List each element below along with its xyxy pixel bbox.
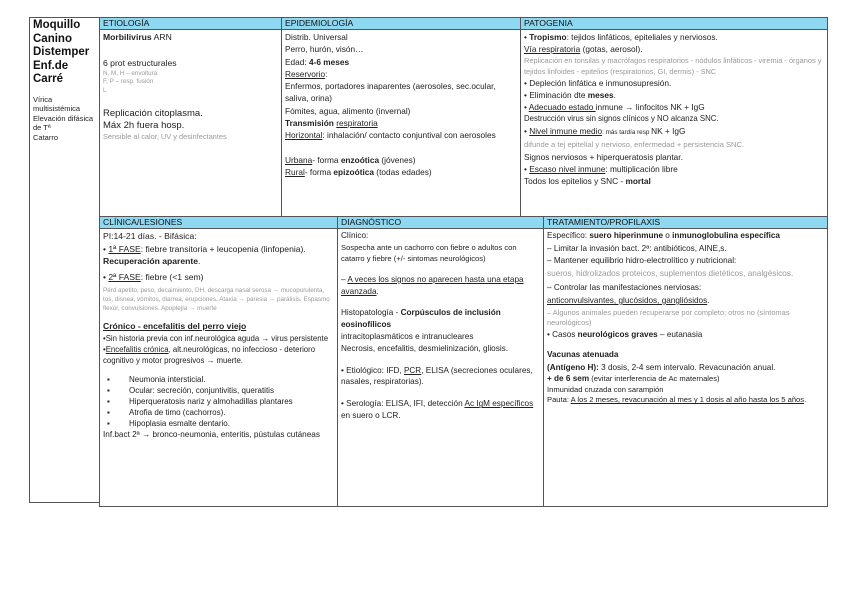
chronic-1: •Sin historia previa con inf.neurológica aguda → virus persistente [103, 333, 329, 343]
tropism-text: : tejidos linfáticos, epiteliales y nerviosos. [566, 32, 718, 42]
phase1-label: 1ª FASE [108, 243, 141, 254]
title-line: Carré [33, 73, 64, 85]
immunoglobulin: inmunoglobulina específica [672, 231, 780, 240]
samples: (secreciones oculares, nasales, respiratorias). [341, 365, 533, 387]
protein-item: N, M, H – envoltura [103, 69, 158, 77]
route: Vía respiratoria [524, 44, 581, 54]
section-header: TRATAMIENTO/PROFILAXIS [544, 217, 827, 229]
section-header: DIAGNÓSTICO [338, 217, 543, 229]
adequate-text: inmune → linfocitos NK + IgG [595, 102, 705, 112]
age-value: 4-6 meses [309, 56, 350, 67]
transmission-route: respiratoria [336, 118, 378, 129]
text: (jóvenes) [379, 154, 416, 165]
histopathology-label: Histopatología - [341, 308, 401, 318]
suspicion: Sospecha ante un cachorro con fiebre o adultos con catarro y fiebre (+/- sintomas neurológicos) [341, 242, 517, 263]
incubation: PI:14-21 días. - Bifásica: [103, 231, 197, 241]
survival: Máx 2h fuera hosp. [103, 120, 185, 131]
serology: • Serología: ELISA, IFI, detección [341, 399, 465, 409]
all-epithelia: Todos los epitelios y SNC - [524, 176, 626, 186]
enzootic: enzoótica [340, 154, 380, 165]
distribution: Distrib. Universal [285, 32, 348, 42]
phase1-recovery: Recuperación aparente [103, 256, 199, 267]
sensitivity: Sensible al calor, UV y desinfectantes [103, 132, 227, 142]
list-item: ▪ Ocular: secreción, conjuntivitis, queratitis [107, 385, 274, 395]
section-header: PATOGENIA [521, 18, 827, 30]
serum: suero hiperinmune [589, 231, 664, 240]
protein-item: L [103, 87, 107, 94]
reservoir-text: Enfermos, portadores inaparentes (aerosoles, sec.ocular, saliva, orina) [285, 81, 496, 104]
text: - forma [312, 154, 341, 165]
item-text: Ocular: secreción, conjuntivitis, queratitis [129, 385, 274, 395]
section-header: ETIOLOGÍA [100, 18, 281, 30]
adequate-immune: Adecuado estado [528, 102, 596, 112]
tropism-label: Tropismo [529, 32, 567, 42]
signs: Signos nerviosos + hiperqueratosis plantar. [524, 152, 683, 162]
severe-cases: • Casos [547, 329, 578, 339]
urban-label: Urbana [285, 154, 313, 165]
horizontal-text: : inhalación/ contacto conjuntival con aerosoles [322, 130, 496, 141]
igm: Ac IgM específicos [464, 399, 534, 409]
list-item: ▪ Hipoplasia esmalte dentario. [107, 418, 230, 428]
medium-text: NK + IgG [651, 126, 686, 136]
phase1-text: : fiebre transitoria + leucopenia (linfopenia). [140, 243, 306, 254]
section-header: CLÍNICA/LESIONES [100, 217, 337, 229]
title-line: Canino [33, 32, 72, 45]
late-signs: A veces los signos no aparecen hasta una etapa avanzada [341, 274, 524, 296]
depletion: • Depleción linfática e inmunosupresión. [524, 78, 672, 88]
inclusion-bodies: Corpúsculos de inclusión eosinofílicos [341, 308, 501, 330]
hosts: Perro, hurón, visón… [285, 44, 364, 55]
item-text: Atrofia de timo (cachorros). [129, 407, 226, 417]
or: o [663, 231, 673, 240]
medium-immune: Nivel inmune medio [529, 126, 603, 136]
section-header: EPIDEMIOLOGÍA [282, 18, 520, 30]
mortal: mortal [625, 176, 651, 186]
secondary-infection: Inf.bact 2ª → bronco-neumonia, enteritis, pústulas cutáneas [103, 429, 320, 439]
doses: 3 dosis, 2-4 sem intervalo. Revacunación anual. [598, 362, 776, 372]
genus-type: ARN [151, 32, 172, 42]
serology-samples: en suero o LCR. [341, 410, 401, 420]
proteins: 6 prot estructurales [103, 58, 177, 69]
age: + de 6 sem [547, 374, 590, 384]
fomites: Fómites, agua, alimento (invernal) [285, 105, 411, 116]
reservoir-label: Reservorio [285, 68, 326, 79]
severe-neuro: neurológicos graves [577, 329, 658, 339]
epidemiologia-cell [281, 17, 521, 217]
disease-name [33, 19, 96, 87]
antigen: (Antígeno H): [547, 362, 599, 372]
elimination: • Eliminación dte [524, 90, 588, 100]
age-label: Edad: [285, 56, 309, 67]
list-item: ▪ Atrofia de timo (cachorros). [107, 407, 226, 417]
lesion-list [103, 374, 334, 429]
symptoms: Pérd apetito, peso, decaimiento, DH, descarga nasal serosa → mucopurulenta, tos, disnea, vómitos, diarrea, erupciones. Ataxia → paresia → parálisis. Espasmo flexor, convulsiones. Apoplejía → muerte [103, 287, 330, 312]
disease-title-cell [29, 17, 100, 503]
clinica-cell: CLÍNICA/LESIONES PI:14-21 días. - Bifásica: • 1ª FASE: fiebre transitoria + leucopenia (linfopenia). Recuperación aparente. • 2ª FASE: fiebre (<1 sem) Pérd apetito, peso, decaimiento, DH, descarga nasal serosa → mucopurulenta, tos, disnea, vómitos, diarrea, erupciones. Ataxia → paresia → parálisis. Espasmo flexor, convulsiones. Apoplejía → muerte Crónico - encefalitis del perro viejo •Sin historia previa con inf.neurológica aguda → virus persistente •Encefalitis crónica, alt.neurológicas, no infeccioso - deterioro cognitivo y motor progresivos → muerte. ▪ Neumonia intersticial. ▪ Ocular: secreción, conjuntivitis, queratitis ▪ Hiperqueratosis nariz y almohadillas plantares ▪ Atrofia de timo (cachorros). ▪ Hipoplasia esmalte dentario. Inf.bact 2ª → bronco-neumonia, enteritis, pústulas cutáneas [99, 216, 338, 507]
maternal-ab: (evitar interferencia de Ac maternales) [589, 374, 720, 384]
etiologia-cell [99, 17, 282, 217]
elimination-duration: meses [587, 90, 614, 100]
cross-immunity: Inmunidad cruzada con sarampión [547, 384, 664, 394]
etiologic: • Etiológico: IFD, [341, 365, 404, 375]
text: - forma [304, 166, 334, 177]
supportive: sueros, hidrolizados proteicos, suplementos dietéticos, analgésicos. [547, 268, 794, 278]
note: Catarro [33, 132, 59, 142]
phase2-text: : fiebre (<1 sem) [140, 271, 204, 282]
list-item: ▪ Neumonia intersticial. [107, 374, 206, 384]
phase2-label: 2ª FASE [108, 271, 141, 282]
colon: : [325, 68, 328, 79]
destruction: Destrucción virus sin signos clínicos y NO alcanza SNC. [524, 114, 719, 123]
euthanasia: – eutanasia [657, 329, 703, 339]
replication-path: Replicación en tonsilas y macrófagos respiratorios - nódulos linfáticos - viremia - órganos y tejidos linfoides - epitelios (respiratorios, GI, dermis) - SNC [524, 56, 822, 76]
note: Vírica multisistémica [33, 94, 81, 113]
item-text: Neumonia intersticial. [129, 374, 206, 384]
item-text: Hiperqueratosis nariz y almohadillas plantares [129, 396, 293, 406]
control-nervous: – Controlar las manifestaciones nerviosas: [547, 283, 702, 293]
chronic-heading: Crónico - encefalitis del perro viejo [103, 321, 247, 332]
low-immune: Escaso nivel inmune [529, 164, 606, 174]
elisa: , ELISA [421, 365, 451, 375]
clinical-label: Clínico: [341, 231, 369, 240]
epizootic: epizoótica [333, 166, 374, 177]
recovery-note: – Algunos animales pueden recuperarse por completo; otros no (síntomas neurológicos) [547, 307, 790, 328]
chronic-2: , alt.neurológicas, no infeccioso - deterioro cognitivo y motor progresivos → muerte. [103, 344, 316, 365]
low-text: : multiplicación libre [605, 164, 678, 174]
note: Elevación difásica de Tª [33, 113, 94, 132]
vaccine-heading: Vacunas atenuada [547, 350, 619, 360]
replication: Replicación citoplasma. [103, 107, 203, 119]
schedule: A los 2 meses, revacunación al mes y 1 dosis al año hasta los 5 años [570, 395, 805, 405]
tratamiento-cell: TRATAMIENTO/PROFILAXIS Específico: suero hiperinmune o inmunoglobulina específica – Limitar la invasión bact. 2ª: antibióticos, AINE,s. – Mantener equilibrio hidro-electrolítico y nutricional: sueros, hidrolizados proteicos, suplementos dietéticos, analgésicos. – Controlar las manifestaciones nerviosas: anticonvulsivantes, glucósidos, gangliósidos. – Algunos animales pueden recuperarse por completo; otros no (síntomas neurológicos) • Casos neurológicos graves – eutanasia Vacunas atenuada (Antígeno H): 3 dosis, 2-4 sem intervalo. Revacunación anual. + de 6 sem (evitar interferencia de Ac maternales) Inmunidad cruzada con sarampión Pauta: A los 2 meses, revacunación al mes y 1 dosis al año hasta los 5 años. [543, 216, 828, 507]
limit-bacteria: – Limitar la invasión bact. 2ª: antibióticos, AINE,s. [547, 243, 727, 253]
protein-list [103, 70, 278, 96]
title-line: Moquillo [33, 19, 81, 31]
item-text: Hipoplasia esmalte dentario. [129, 418, 230, 428]
diagnostico-cell: DIAGNÓSTICO Clínico: Sospecha ante un cachorro con fiebre o adultos con catarro y fiebre (+/- sintomas neurológicos) – A veces los signos no aparecen hasta una etapa avanzada. Histopatología - Corpúsculos de inclusión eosinofílicos intracitoplasmáticos e intranucleares Necrosis, encefalitis, desmielinización, gliosis. • Etiológico: IFD, PCR, ELISA (secreciones oculares, nasales, respiratorias). • Serología: ELISA, IFI, detección Ac IgM específicos en suero o LCR. [337, 216, 544, 507]
medium-note: : más tardía resp [602, 129, 652, 136]
title-line: Distemper [33, 46, 90, 58]
text: (todas edades) [374, 166, 432, 177]
specific-label: Específico: [547, 231, 590, 240]
maintain-balance: – Mantener equilibrio hidro-electrolítico y nutricional: [547, 256, 737, 266]
protein-item: F, P – resp. fusión [103, 78, 154, 86]
pcr: PCR [403, 365, 422, 375]
horizontal-label: Horizontal [285, 130, 323, 141]
title-line: Enf.de [33, 59, 69, 72]
patogenia-cell: PATOGENIA • Tropismo: tejidos linfáticos, epiteliales y nerviosos. Vía respiratoria (gotas, aerosol). Replicación en tonsilas y macrófagos respiratorios - nódulos linfáticos - viremia - órganos y tejidos linfoides - epitelios (respiratorios, GI, dermis) - SNC • Depleción linfática e inmunosupresión. • Eliminación dte meses. • Adecuado estado inmune → linfocitos NK + IgG Destrucción virus sin signos clínicos y NO alcanza SNC. • Nivel inmune medio: más tardía resp NK + IgG difunde a tej epitelial y nervioso, enfermedad + persistencia SNC. Signos nerviosos + hiperqueratosis plantar. • Escaso nivel inmune: multiplicación libre Todos los epitelios y SNC - mortal [520, 17, 828, 217]
spread: difunde a tej epitelial y nervioso, enfermedad + persistencia SNC. [524, 140, 745, 149]
chronic-encephalitis: Encefalitis crónica [105, 344, 169, 354]
lesions: Necrosis, encefalitis, desmielinización, gliosis. [341, 343, 509, 353]
period: . [613, 90, 616, 100]
schedule-label: Pauta: [547, 395, 571, 405]
route-text: (gotas, aerosol). [580, 44, 643, 54]
genus: Morbilivirus [103, 32, 152, 42]
drugs: anticonvulsivantes, glucósidos, gangliósidos [547, 295, 708, 305]
list-item: ▪ Hiperqueratosis nariz y almohadillas plantares [107, 396, 293, 406]
rural-label: Rural [285, 166, 305, 177]
transmission-label: Transmisión [285, 118, 337, 129]
inclusion-location: intracitoplasmáticos e intranucleares [341, 331, 474, 341]
disease-notes [33, 95, 96, 143]
